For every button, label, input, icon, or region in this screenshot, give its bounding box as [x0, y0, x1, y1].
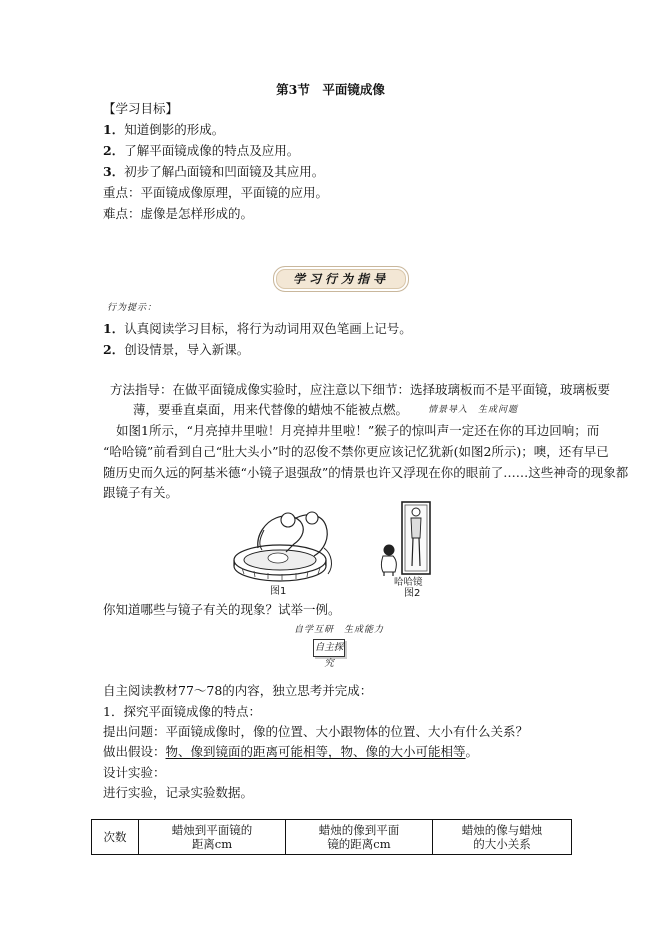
reading-item-1: 1．探究平面镜成像的特点：: [103, 704, 261, 719]
objective-item-2: [103, 141, 299, 161]
figure-2-caption: 图2: [404, 588, 421, 599]
key-point: 重点：平面镜成像原理，平面镜的应用。: [103, 185, 329, 200]
header-line: 蜡烛到平面镜的: [171, 823, 253, 837]
header-count: [92, 820, 139, 855]
self-study-tagline: 自学互研 生成能力: [294, 625, 385, 635]
behavior-number: 2．: [103, 342, 125, 357]
objectives-heading: 【学习目标】: [103, 101, 179, 116]
figure-2-label: 哈哈镜: [394, 577, 423, 588]
self-study-box-label: 自主探究: [314, 642, 344, 669]
objective-number: 1．: [103, 122, 125, 137]
behavior-item-2: [103, 340, 249, 360]
behavior-text: 创设情景，导入新课。: [124, 342, 250, 357]
scenario-tag: 情景导入 生成问题: [428, 405, 519, 415]
intro-line-4: 跟镜子有关。: [103, 485, 179, 500]
hypothesis-label: 做出假设：: [103, 744, 166, 759]
objective-number: 3．: [103, 164, 125, 179]
header-line: 镜的距离cm: [327, 837, 391, 851]
behavior-number: 1．: [103, 321, 125, 336]
reading-question: 提出问题：平面镜成像时，像的位置、大小跟物体的位置、大小有什么关系？: [103, 724, 529, 739]
reading-design: 设计实验：: [103, 765, 166, 780]
figure-1-monkey-well: [228, 508, 338, 586]
header-candle-distance: [139, 820, 286, 855]
banner-text: 学习行为指导: [292, 272, 389, 286]
mirror-question: 你知道哪些与镜子有关的现象？试举一例。: [103, 602, 341, 617]
reading-hypothesis: [103, 742, 478, 762]
figure-1-caption: 图1: [270, 586, 287, 597]
header-count-text: 次数: [103, 830, 127, 844]
header-line: 蜡烛的像与蜡烛: [461, 823, 543, 837]
behavior-item-1: [103, 319, 412, 339]
intro-line-2: “哈哈镜”前看到自己“肚大头小”时的忍俊不禁你更应该记忆犹新(如图2所示)；噢，还有早已: [103, 444, 609, 459]
objective-text: 初步了解凸面镜和凹面镜及其应用。: [124, 164, 325, 179]
intro-line-1: 如图1所示，“月亮掉井里啦！月亮掉井里啦！”猴子的惊叫声一定还在你的耳边回响；而: [116, 423, 600, 438]
hypothesis-end: 。: [465, 744, 479, 759]
header-image-distance: [286, 820, 433, 855]
header-line: 距离cm: [191, 837, 233, 851]
behavior-hint-label: 行为提示：: [107, 303, 158, 313]
method-line-2: 薄，要垂直桌面，用来代替像的蜡烛不能被点燃。: [133, 402, 409, 417]
method-line-1: 方法指导：在做平面镜成像实验时，应注意以下细节：选择玻璃板而不是平面镜，玻璃板要: [110, 382, 611, 397]
table-header-row: [92, 820, 572, 855]
intro-line-3: 随历史而久远的阿基米德“小镜子退强敌”的情景也许又浮现在你的眼前了……这些神奇的现象都: [103, 465, 629, 480]
figure-2-distorting-mirror: [375, 500, 435, 578]
difficulty: 难点：虚像是怎样形成的。: [103, 206, 254, 221]
hypothesis-answer: 物、像到镜面的距离可能相等，物、像的大小可能相等: [165, 744, 466, 759]
objective-text: 了解平面镜成像的特点及应用。: [124, 143, 300, 158]
objective-number: 2．: [103, 143, 125, 158]
objective-item-1: [103, 120, 224, 140]
experiment-table: [91, 819, 572, 855]
reading-intro: 自主阅读教材77～78的内容，独立思考并完成：: [103, 683, 373, 698]
objective-text: 知道倒影的形成。: [124, 122, 225, 137]
header-size-relation: [433, 820, 572, 855]
page-title: 第3节 平面镜成像: [276, 82, 385, 97]
behavior-text: 认真阅读学习目标，将行为动词用双色笔画上记号。: [124, 321, 412, 336]
reading-conduct: 进行实验，记录实验数据。: [103, 785, 254, 800]
header-line: 蜡烛的像到平面: [318, 823, 400, 837]
section-banner: [273, 266, 409, 292]
objective-item-3: [103, 162, 324, 182]
header-line: 的大小关系: [473, 837, 531, 851]
self-study-box: [313, 639, 345, 669]
